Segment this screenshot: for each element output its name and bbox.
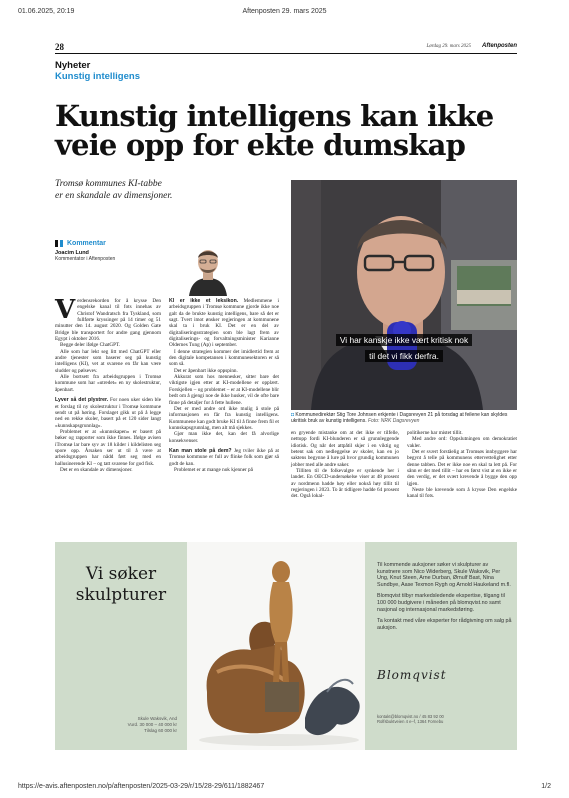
- paragraph: Jeg tviler ikke på at Tromsø kommune er full av flinke folk som gjør så godt de kan.: [169, 447, 279, 467]
- lead-photo: [291, 180, 517, 410]
- tag-line: Tilslag 60 000 kr: [144, 728, 177, 733]
- byline-label-row: [55, 240, 175, 247]
- paragraph: Alle som har lekt seg litt med ChatGPT eller andre tjenester som baserer seg på kunstig intelligens (KI), vet at svarene en får kan være sludder og pølsevev.: [55, 348, 161, 374]
- brand-logo: Aftenposten: [482, 43, 517, 49]
- byline-label: Kommentar: [67, 240, 106, 247]
- paragraph: politikerne har mistet tillit.: [407, 430, 463, 436]
- print-url: https://e-avis.aftenposten.no/p/aftenposten/2025-03-29/r/15/28-29/611/1882467: [18, 783, 265, 790]
- article-column-2: [169, 298, 279, 473]
- print-datetime: 01.06.2025, 20:19: [18, 8, 75, 15]
- paragraph: Det er åpenbart ikke oppspinn.: [174, 367, 238, 374]
- byline: [55, 240, 175, 262]
- ad-contact: [377, 714, 513, 724]
- drop-cap: V: [55, 295, 76, 325]
- paragraph: Det er med andre ord ikke mulig å stole på informasjonen en får fra kunstig intelligens. Kommunene kan godt bruke KI til å finne frem fil et kunnskapsgrunnlag, men alt må sjekkes.: [169, 405, 279, 431]
- paragraph: Tilliten til de folkevalgte er synkende her i landet. En OECD-undersøkelse viser at 48 prosent av nordmenn hadde høy eller nokså høy tillit til regjeringen i 2023. To år tidligere hadde 64 prosent det. Også lokal-: [291, 468, 399, 500]
- author-name: Joacim Lund: [55, 250, 89, 256]
- article-column-4: [407, 430, 517, 500]
- page-top-bar: [55, 42, 517, 54]
- paragraph: Gjør man ikke det, kan det få alvorlige konsekvenser.: [169, 431, 279, 444]
- print-page-count: 1/2: [541, 783, 551, 790]
- comment-mark-blue-icon: [60, 240, 63, 247]
- ad-body: [377, 562, 513, 636]
- paragraph: Det er svært forståelig at Tromsøs innbyggere har begynt å telle på kommunens ettervettelighet etter denne tabben. Det er ikke noe en skal ta lett på. For sånn er det med tillit – har en først vist at en ikke er den verdig, er det svært krevende å bygge den opp igjen.: [407, 449, 517, 487]
- blomqvist-logo: Blomqvist: [377, 668, 447, 682]
- ad-title-panel: [55, 542, 187, 750]
- author-portrait: [185, 238, 231, 296]
- camera-icon: ◘: [291, 412, 295, 418]
- section-name: Nyheter: [55, 60, 91, 71]
- ad-title: [55, 564, 187, 606]
- ad-title-line-1: Vi søker: [85, 564, 157, 584]
- paragraph: Akkurat som hos mennesker, sitter bare det viktigste igjen etter at KI-modellene er opplært. Forskjellen – og problemet – er at KI-modellene blir bedt om å gjengi noe de ikke husker, vil de ofte bare finne på detaljer for å fette hullene.: [169, 374, 279, 406]
- paragraph: erdensrekorden for å krysse Den engelske kanal til fots innehas av Christof Wandratsch fra Tyskland, som fullførte kryssinger på 14 timer og 51 minutter den 14. august 2020. Og Golden Gate Bridge ble transportert for andre gang gjennom Egypt i oktober 2016.: [55, 298, 161, 343]
- ad-text-panel: [365, 542, 517, 750]
- section-label: [55, 60, 140, 82]
- paragraph: For noen uker siden ble et forslag til ny skolestruktur i Tromsø kommune sendt ut på høring. Forslaget gikk ut på å legge ned en rekke skoler, basert på et 120 sider langt «kunnskapsgrunnlag».: [55, 397, 161, 429]
- sculpture-photo: [187, 542, 365, 750]
- article-column-3: [291, 430, 399, 500]
- ad-title-line-2: skulpturer: [75, 585, 167, 605]
- advertisement: [55, 542, 517, 750]
- subtitle-line-2: til det vi fikk derfra.: [365, 350, 443, 362]
- comment-mark-icon: [55, 240, 58, 247]
- paragraph: Alle bortsett fra arbeidsgruppen i Tromsø kommune som har «utredet» en ny skolestruktur, åpenbart.: [55, 374, 161, 393]
- paragraph: Begge deler ifølge ChatGPT.: [60, 342, 121, 349]
- photo-caption: [291, 412, 517, 424]
- paragraph: Medlemmene i arbeidsgruppen i Tromsø kommune gjorde ikke noe galt da de brukte kunstig intelligens, bare så det er sagt. Tvert imot ønsker regjeringen at kommunene skal ta i bruk KI. Det er en del av digitaliseringsstrategien som ble lagt frem av digitaliserings- og forvaltningsminister Karianne Oldernes Tung (Ap) i september.: [169, 298, 279, 349]
- print-title: Aftenposten 29. mars 2025: [242, 8, 327, 15]
- tag-line: Skule Waksvik, And: [137, 716, 177, 721]
- page-number: 28: [55, 42, 64, 52]
- tag-line: Vurd. 30 000 – 40 000 kr: [127, 722, 177, 727]
- contact-line: kontakt@blomqvist.no / 45 83 92 00: [377, 714, 444, 719]
- paragraph: Problemet er at «kunnskapen» er basert på bøker og rapporter som ikke finnes. Ifølge avisen iTromsø lar bare syv av 18 kilder i kildelisten seg spore opp. Årsaken ser ut til å være at arbeidsgruppen har nådd ført seg med en hallusinerende KI – og tatt svarene for god fisk.: [55, 428, 161, 467]
- paragraph: en gryende mistanke om at det ikke er tilfelle, nettopp fordi KI-blunderen er så grunnleggende idiotisk. Og når det attpåtil skjer i en viktig og betent sak om nedleggelse av skoler, kan en jo saktens begynne å lure på hvor grundig kommunen jobber med alle andre saker.: [291, 430, 399, 468]
- newspaper-page: [55, 40, 517, 750]
- ingress-line-2: er en skandale av dimensjoner.: [55, 191, 173, 201]
- browser-print-header: [18, 8, 551, 18]
- video-subtitle: [291, 332, 517, 364]
- author-role: Kommentator i Aftenposten: [55, 256, 116, 262]
- paragraph: Det er en skandale av dimensjoner.: [60, 466, 133, 473]
- ingress-line-1: Tromsø kommunes KI-tabbe: [55, 179, 162, 189]
- paragraph: Neste ble krevende som å krysse Den engelske kanal til fots.: [407, 487, 517, 500]
- article-column-1: [55, 295, 161, 473]
- headline: Kunstig intelligens kan ikke veie opp for ekte dumskap: [55, 99, 494, 162]
- paragraph: I denne strategien kommer det imidlertid frem at den digitale kompetansen i kommunesektoren er så som så.: [169, 348, 279, 368]
- ad-paragraph: Ta kontakt med våre eksperter for rådgivning om salg på auksjon.: [377, 618, 512, 631]
- ad-paragraph: Blomqvist tilbyr markedsledende ekspertise, tilgang til 100 000 budgivere i måneden på blomqvist.no samt nasjonal og internasjonal markedsføring.: [377, 593, 505, 613]
- paragraph: Problemet er at mange nok kjenner på: [174, 466, 253, 473]
- subheading: Kan man stole på dem?: [169, 447, 232, 454]
- subtitle-line-1: Vi har kanskje ikke vært kritisk nok: [336, 334, 472, 346]
- browser-print-footer: [18, 783, 551, 793]
- paragraph: Med andre ord: Oppslutningen om demokratiet vakler.: [407, 436, 517, 449]
- ad-object-tag: [87, 716, 177, 734]
- ad-paragraph: Til kommende auksjoner søker vi skulpturer av kunstnere som Nico Widerberg, Skule Waksvik, Per Ung, Knut Steen, Arne Durban, Ørnulf Bast, Nina Sundbye, Aase Texmon Rygh og Arnold Haukeland m.fl.: [377, 562, 511, 588]
- contact-line: Rolfsbuktveien 4 e–f, 1364 Fornebu: [377, 719, 444, 725]
- ingress: [55, 178, 275, 202]
- subheading: KI er ikke et leksikon.: [169, 298, 239, 304]
- subsection-name: Kunstig intelligens: [55, 71, 140, 82]
- caption-text: Kommunedirektør Stig Tore Johnsen erkjente i Dagsrevyen 21 på torsdag at feilene kan skyldes ukritisk bruk av kunstig intelligens.: [291, 412, 508, 425]
- subheading: Lyver så det plystrer.: [55, 397, 109, 404]
- caption-credit: Foto: NRK Dagsrevyen: [367, 418, 420, 425]
- issue-date: Lørdag 29. mars 2025: [426, 44, 471, 49]
